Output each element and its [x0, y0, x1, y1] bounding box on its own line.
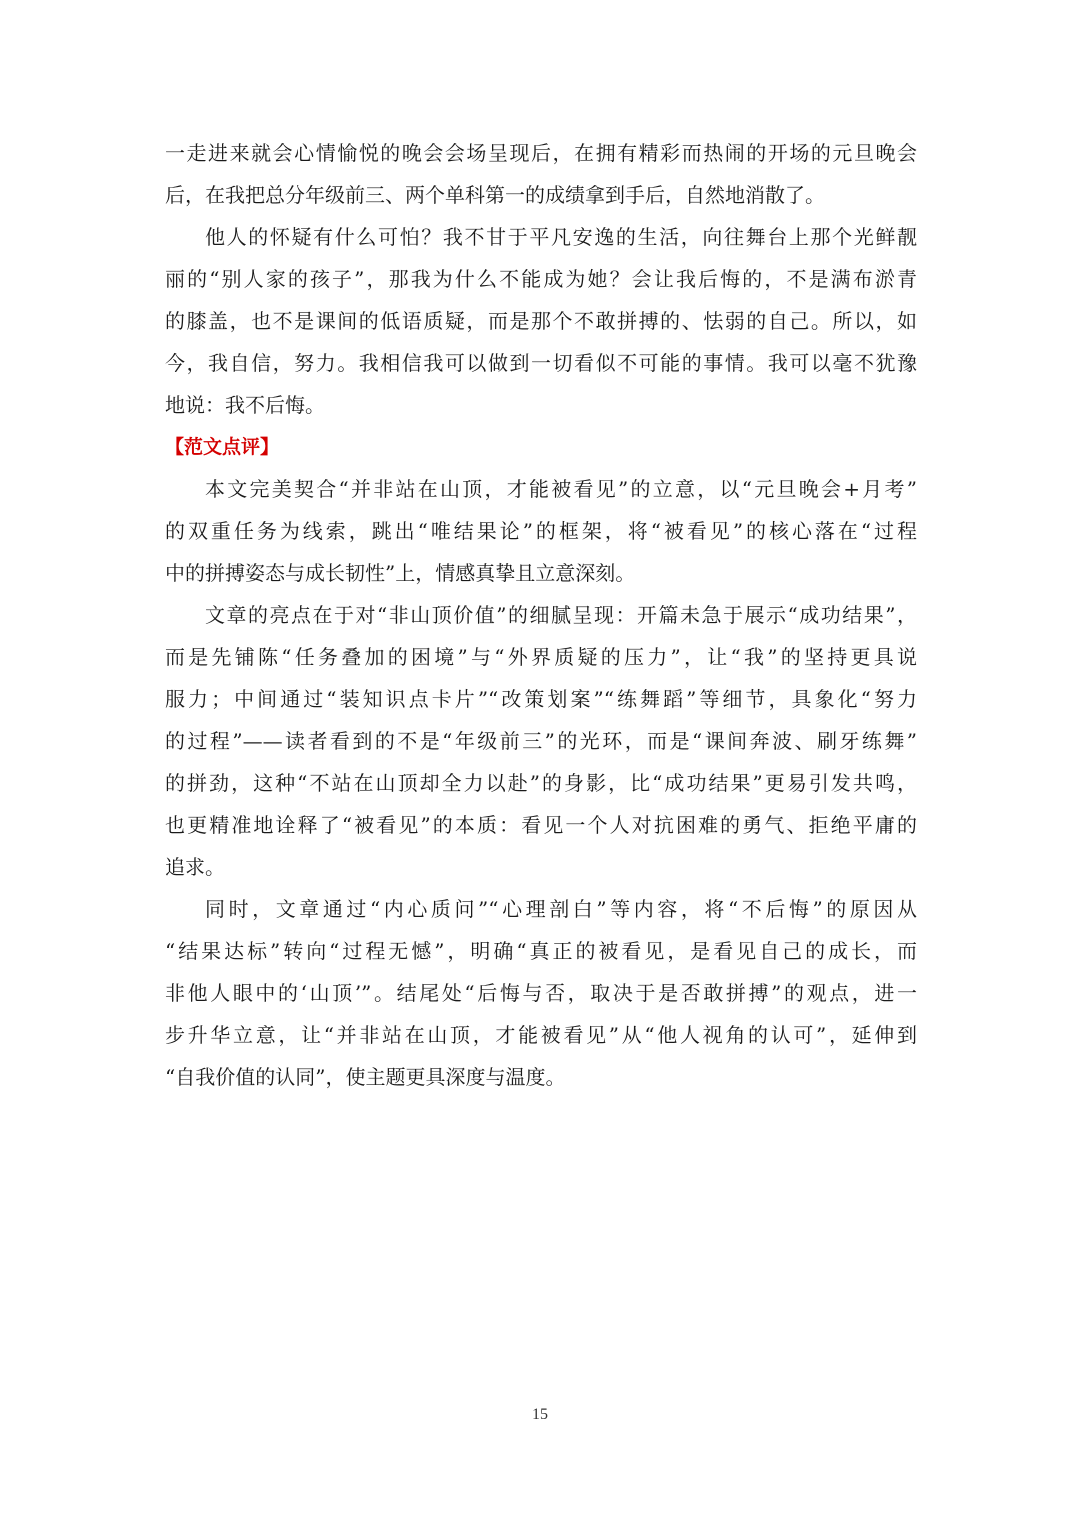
review-heading: 【范文点评】	[165, 436, 280, 458]
review-paragraph	[165, 594, 917, 888]
page-content	[165, 132, 917, 1098]
text-line: 而是先铺陈“任务叠加的困境”与“外界质疑的压力”，让“我”的坚持更具说	[165, 645, 917, 669]
text-line: 本文完美契合“并非站在山顶，才能被看见”的立意，以“元旦晚会+月考”	[205, 477, 917, 501]
text-line: 中的拼搏姿态与成长韧性”上，情感真挚且立意深刻。	[165, 561, 636, 585]
text-line: “自我价值的认同”，使主题更具深度与温度。	[165, 1065, 566, 1089]
text-line: 丽的“别人家的孩子”，那我为什么不能成为她？会让我后悔的，不是满布淤青	[165, 267, 917, 291]
review-paragraph	[165, 888, 917, 1098]
paragraph	[165, 132, 917, 216]
text-line: 同时，文章通过“内心质问”“心理剖白”等内容，将“不后悔”的原因从	[205, 897, 917, 921]
text-line: 步升华立意，让“并非站在山顶，才能被看见”从“他人视角的认可”，延伸到	[165, 1023, 917, 1047]
text-line: 他人的怀疑有什么可怕？我不甘于平凡安逸的生活，向往舞台上那个光鲜靓	[205, 225, 917, 249]
review-paragraph	[165, 468, 917, 594]
text-line: 的拼劲，这种“不站在山顶却全力以赴”的身影，比“成功结果”更易引发共鸣，	[165, 771, 917, 795]
text-line: 的双重任务为线索，跳出“唯结果论”的框架，将“被看见”的核心落在“过程	[165, 519, 917, 543]
text-line: 非他人眼中的‘山顶’”。结尾处“后悔与否，取决于是否敢拼搏”的观点，进一	[165, 981, 917, 1005]
text-line: 后，在我把总分年级前三、两个单科第一的成绩拿到手后，自然地消散了。	[165, 183, 825, 207]
text-line: 的膝盖，也不是课间的低语质疑，而是那个不敢拼搏的、怯弱的自己。所以，如	[165, 309, 917, 333]
text-line: 也更精准地诠释了“被看见”的本质：看见一个人对抗困难的勇气、拒绝平庸的	[165, 813, 917, 837]
paragraph	[165, 216, 917, 426]
text-line: 今，我自信，努力。我相信我可以做到一切看似不可能的事情。我可以毫不犹豫	[165, 351, 917, 375]
text-line: 文章的亮点在于对“非山顶价值”的细腻呈现：开篇未急于展示“成功结果”，	[205, 603, 917, 627]
text-line: 追求。	[165, 855, 225, 879]
text-line: 的过程”——读者看到的不是“年级前三”的光环，而是“课间奔波、刷牙练舞”	[165, 729, 917, 753]
text-line: “结果达标”转向“过程无憾”，明确“真正的被看见，是看见自己的成长，而	[165, 939, 917, 963]
text-line: 服力；中间通过“装知识点卡片”“改策划案”“练舞蹈”等细节，具象化“努力	[165, 687, 917, 711]
page-number: 15	[532, 1406, 548, 1423]
text-line: 一走进来就会心情愉悦的晚会会场呈现后，在拥有精彩而热闹的开场的元旦晚会	[165, 141, 917, 165]
text-line: 地说：我不后悔。	[165, 393, 325, 417]
